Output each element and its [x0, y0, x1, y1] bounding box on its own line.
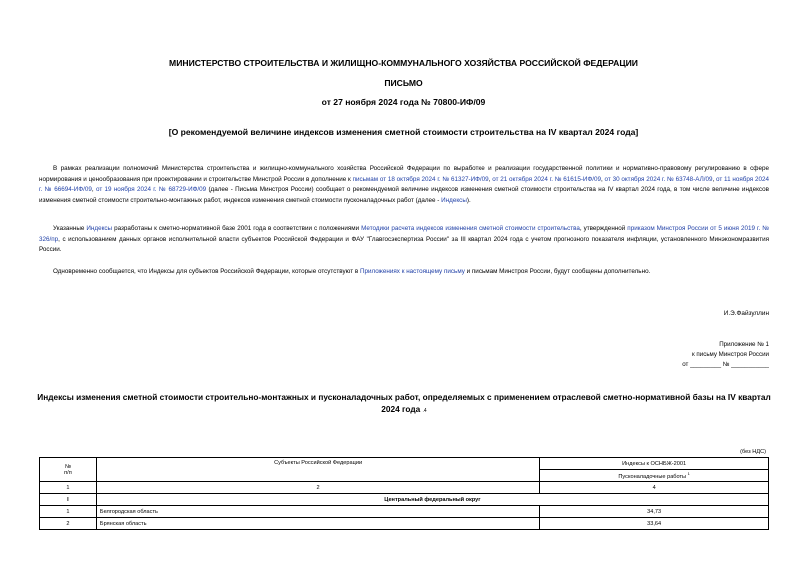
appendix-date-number: от _________ № ___________	[682, 361, 769, 369]
table-title-text: Индексы изменения сметной стоимости строительно-монтажных и пусконаладочных работ, определяемых с применением отраслевой сметно-нормативной базы на IV квартал 2024 года	[37, 392, 771, 414]
document-date-number: от 27 ноября 2024 года № 70800-ИФ/09	[321, 97, 486, 107]
document-subject: [О рекомендуемой величине индексов изменения сметной стоимости строительства на IV квартал 2024 года]	[168, 127, 639, 137]
paragraph-text: , с использованием данных органов исполнительной власти субъектов Российской Федерации и ФАУ "Главгосэкспертиза России" за III квартал 2024 года с учетом прогнозного показателя инфляции, установленного Минэкономразвития России.	[39, 235, 769, 254]
letter-link-1[interactable]: письмам от 18 октября 2024 г. № 61327-ИФ/09	[352, 175, 489, 183]
header-index: Индексы к ОСНБЖ-2001	[540, 458, 769, 470]
paragraph-text: ,	[600, 175, 605, 183]
header-number-abbr: п/п	[64, 469, 72, 476]
indexes-link[interactable]: Индексы	[86, 225, 113, 232]
ministry-title: МИНИСТЕРСТВО СТРОИТЕЛЬСТВА И ЖИЛИЩНО-КОММУНАЛЬНОГО ХОЗЯЙСТВА РОССИЙСКОЙ ФЕДЕРАЦИИ	[169, 58, 638, 68]
row-value: 34,73	[540, 506, 769, 518]
paragraph-text: ,	[712, 175, 717, 183]
column-number: 4	[540, 482, 769, 494]
paragraph-text: ).	[466, 196, 471, 204]
indexes-link[interactable]: Индексы	[441, 196, 467, 204]
table-row	[40, 518, 769, 530]
header-pnr-label: Пусконаладочные работы	[618, 473, 687, 480]
row-subject: Брянская область	[96, 518, 539, 530]
header-pnr-footnote: 1	[687, 471, 690, 477]
order-link[interactable]: приказом Минстроя России от 5 июня 2019 г. № 326/пр	[39, 225, 769, 243]
row-number: 1	[40, 506, 97, 518]
paragraph-text: Указанные	[53, 225, 87, 232]
appendix-number: Приложение № 1	[719, 341, 769, 348]
index-table	[39, 457, 769, 530]
section-row	[40, 494, 769, 506]
letter-link-2[interactable]: от 21 октября 2024 г. № 61615-ИФ/09	[492, 175, 601, 183]
paragraph-text: Одновременно сообщается, что Индексы для субъектов Российской Федерации, которые отсутствуют в	[53, 268, 360, 275]
row-subject: Белгородская область	[96, 506, 539, 518]
column-number: 2	[96, 482, 539, 494]
header-subjects: Субъекты Российской Федерации	[96, 458, 539, 482]
paragraph-text: В рамках реализации полномочий Министерства строительства и жилищно-коммунального хозяйства Российской Федерации по выработке и реализации государственной политики и нормативно-правовому регулированию в сфере нормирования и ценообразования при проектировании и строительстве Минстрой России в дополнение к	[39, 165, 769, 183]
body-paragraph-2	[39, 224, 769, 256]
appendix-link[interactable]: Приложениях к настоящему письму	[359, 268, 465, 275]
table-title-marker: .4	[422, 408, 427, 414]
row-number: 2	[40, 518, 97, 530]
methodology-link[interactable]: Методики расчета индексов изменения сметной стоимости строительства	[361, 225, 580, 232]
paragraph-text: разработаны к сметно-нормативной базе 2001 года в соответствии с положениями	[112, 225, 362, 232]
letter-link-4[interactable]: от 11 ноября 2024 г. № 66694-ИФ/09	[39, 175, 769, 194]
appendix-reference: к письму Минстроя России	[692, 351, 769, 359]
letter-link-5[interactable]: от 19 ноября 2024 г. № 68729-ИФ/09	[95, 186, 207, 194]
paragraph-text: ,	[488, 175, 493, 183]
header-number	[40, 458, 97, 482]
header-pnr	[540, 470, 769, 482]
section-name: Центральный федеральный округ	[96, 494, 768, 506]
body-paragraph-1	[39, 164, 769, 206]
body-paragraph-3	[39, 267, 769, 278]
table-row	[40, 506, 769, 518]
paragraph-text: (далее - Письма Минстроя России) сообщает о рекомендуемой величине индексов изменения сметной стоимости строительства на IV квартал 2024 года, в том числе величине индексов изменения сметной стоимости строительно-монтажных работ, индексов изменения сметной стоимости пусконаладочных работ (далее -	[39, 186, 769, 204]
signature: И.Э.Файзуллин	[723, 310, 769, 317]
appendix-header	[682, 340, 769, 371]
paragraph-text: и письмам Минстроя России, будут сообщены дополнительно.	[464, 268, 651, 275]
row-value: 33,64	[540, 518, 769, 530]
paragraph-text: ,	[91, 186, 96, 194]
document-type: ПИСЬМО	[384, 78, 423, 88]
letter-link-3[interactable]: от 30 октября 2024 г. № 63748-АЛ/09	[604, 175, 713, 183]
column-number: 1	[40, 482, 97, 494]
paragraph-text: , утвержденной	[579, 225, 628, 232]
header-number-sign: №	[64, 463, 71, 470]
table-header-row	[40, 458, 769, 470]
table-title	[36, 391, 772, 417]
column-number-row	[40, 482, 769, 494]
vat-note: (без НДС)	[740, 449, 766, 455]
section-number: I	[40, 494, 97, 506]
